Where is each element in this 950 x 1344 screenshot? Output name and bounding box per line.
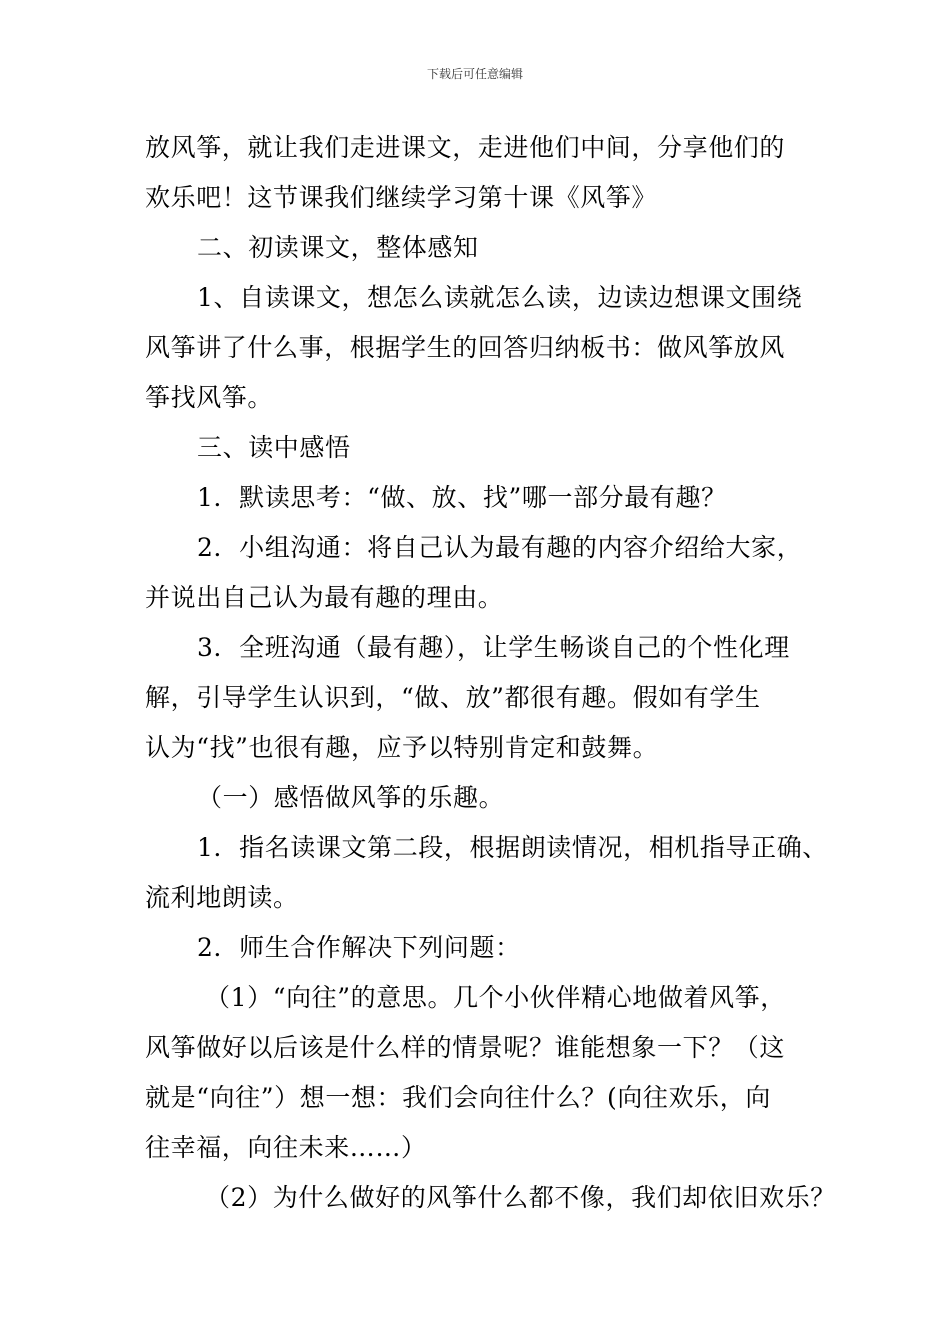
text-line: 放风筝，就让我们走进课文，走进他们中间，分享他们的 xyxy=(145,133,786,162)
text-line: 并说出自己认为最有趣的理由。 xyxy=(145,583,504,612)
text-line: 欢乐吧！这节课我们继续学习第十课《风筝》 xyxy=(145,183,658,212)
text-line: 流利地朗读。 xyxy=(145,883,299,912)
text-line: 1．指名读课文第二段，根据朗读情况，相机指导正确、 xyxy=(197,833,828,862)
text-line: 筝找风筝。 xyxy=(145,383,274,412)
page-header-note: 下载后可任意编辑 xyxy=(426,67,523,81)
text-line: 风筝讲了什么事，根据学生的回答归纳板书：做风筝放风 xyxy=(145,333,786,362)
text-line: 解，引导学生认识到，“做、放”都很有趣。假如有学生 xyxy=(145,683,761,712)
text-line: 就是“向往”）想一想：我们会向往什么？(向往欢乐，向 xyxy=(145,1083,771,1112)
text-line: 2．小组沟通：将自己认为最有趣的内容介绍给大家， xyxy=(197,533,803,562)
text-line: 1、自读课文，想怎么读就怎么读，边读边想课文围绕 xyxy=(197,283,803,312)
section-heading: 三、读中感悟 xyxy=(197,433,351,462)
text-line: 风筝做好以后该是什么样的情景呢？谁能想象一下？（这 xyxy=(145,1033,786,1062)
section-heading: 二、初读课文，整体感知 xyxy=(197,233,479,262)
text-line: （1）“向往”的意思。几个小伙伴精心地做着风筝， xyxy=(205,983,786,1012)
text-line: 3．全班沟通（最有趣），让学生畅谈自己的个性化理 xyxy=(197,633,790,662)
text-line: （2）为什么做好的风筝什么都不像，我们却依旧欢乐？ xyxy=(205,1183,836,1212)
subsection-heading: （一）感悟做风筝的乐趣。 xyxy=(197,783,505,812)
text-line: 往幸福，向往未来……） xyxy=(145,1133,427,1162)
text-line: 2．师生合作解决下列问题： xyxy=(197,933,521,962)
text-line: 1．默读思考：“做、放、找”哪一部分最有趣？ xyxy=(197,483,727,512)
text-line: 认为“找”也很有趣，应予以特别肯定和鼓舞。 xyxy=(145,733,659,762)
